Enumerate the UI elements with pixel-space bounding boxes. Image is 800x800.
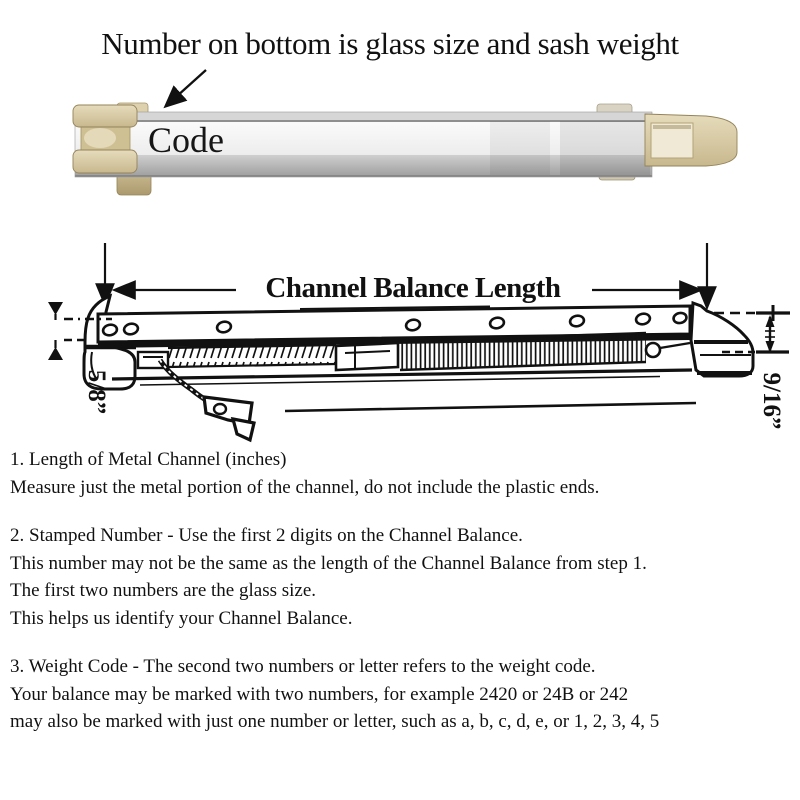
step-line: may also be marked with just one number or letter, such as a, b, c, d, e, or 1, 2, 3, 4, 5	[10, 711, 660, 732]
left-plastic-end	[73, 105, 137, 173]
channel-balance-photo	[60, 100, 750, 210]
clip-flap	[233, 419, 254, 440]
instruction-step-2	[10, 522, 790, 632]
spring-end-link	[646, 343, 660, 357]
step-line: This number may not be the same as the length of the Channel Balance from step 1.	[10, 552, 647, 574]
step-line: This helps us identify your Channel Balance.	[10, 607, 353, 629]
right-plastic-end	[645, 114, 737, 166]
instruction-step-1	[10, 446, 790, 501]
spring-connector	[336, 343, 398, 370]
step-line: Your balance may be marked with two numbers, for example 2420 or 24B or 242	[10, 683, 629, 705]
step-heading: 1. Length of Metal Channel (inches)	[10, 449, 287, 470]
page-title: Number on bottom is glass size and sash weight	[101, 26, 679, 61]
cord-and-clip	[160, 360, 254, 440]
step-line: The first two numbers are the glass size.	[10, 580, 317, 601]
step-line: Measure just the metal portion of the channel, do not include the plastic ends.	[10, 476, 600, 498]
channel-bottom-rails	[112, 370, 696, 411]
instruction-step-3	[10, 653, 790, 736]
clip-hole	[214, 404, 226, 414]
channel-balance-diagram	[0, 235, 800, 450]
left-dimension-label: 5/8”	[83, 369, 110, 415]
diagram-length-label: Channel Balance Length	[265, 272, 561, 304]
code-stamp-label: Code	[148, 120, 224, 160]
step-heading: 2. Stamped Number - Use the first 2 digits on the Channel Balance.	[10, 525, 523, 546]
right-dimension-label: 9/16”	[758, 372, 785, 430]
step-heading: 3. Weight Code - The second two numbers or letter refers to the weight code.	[10, 656, 596, 677]
instructions	[10, 446, 790, 757]
